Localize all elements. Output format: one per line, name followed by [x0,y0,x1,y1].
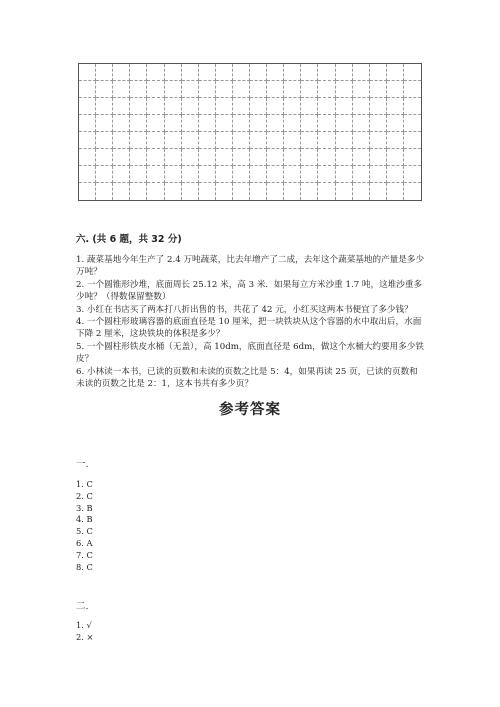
grid-cell [130,166,147,183]
grid-cell [336,132,353,149]
grid-cell [370,183,387,200]
grid-cell [199,183,216,200]
grid-cell [199,132,216,149]
grid-cell [387,115,404,132]
grid-cell [96,81,113,98]
grid-cell [96,115,113,132]
question-6: 6. 小林读一本书，已读的页数和未读的页数之比是 5：4，如果再读 25 页，已读的页数和未读的页数之比是 2：1，这本书共有多少页？ [76,366,418,390]
grid-cell [199,115,216,132]
grid-cell [284,183,301,200]
grid-cell [301,115,318,132]
grid-cell [387,81,404,98]
grid-cell [404,98,421,115]
grid-cell [370,81,387,98]
grid-cell [199,98,216,115]
grid-cell [250,81,267,98]
grid-cell [318,149,335,166]
grid-cell [130,81,147,98]
grid-cell [267,183,284,200]
grid-cell [216,81,233,98]
grid-cell [370,132,387,149]
grid-cell [147,166,164,183]
grid-cell [216,64,233,81]
grid-cell [336,115,353,132]
grid-cell [130,64,147,81]
grid-cell [96,132,113,149]
grid-cell [387,132,404,149]
grid-cell [318,132,335,149]
grid-cell [284,149,301,166]
grid-cell [387,166,404,183]
grid-cell [182,166,199,183]
grid-cell [182,149,199,166]
grid-cell [216,149,233,166]
grid-cell [250,132,267,149]
grid-cell [387,149,404,166]
grid-cell [267,149,284,166]
grid-cell [96,149,113,166]
grid-cell [250,64,267,81]
grid-cell [284,166,301,183]
grid-cell [336,98,353,115]
grid-cell [301,166,318,183]
grid-cell [404,166,421,183]
grid-cell [113,115,130,132]
answer-part-1-heading: 一. [76,459,89,470]
grid-cell [233,132,250,149]
grid-cell [165,183,182,200]
grid-cell [182,64,199,81]
grid-cell [147,149,164,166]
answer-item: 5. C [76,526,93,537]
grid-cell [404,183,421,200]
answer-part-1-list [76,479,93,573]
grid-cell [113,166,130,183]
grid-cell [267,166,284,183]
grid-cell [336,183,353,200]
grid-cell [165,64,182,81]
grid-cell [267,98,284,115]
grid-cell [79,115,96,132]
grid-cell [370,64,387,81]
grid-cell [267,81,284,98]
answer-item: 6. A [76,537,93,548]
grid-cell [79,166,96,183]
question-1: 1. 蔬菜基地今年生产了 2.4 万吨蔬菜，比去年增产了二成，去年这个蔬菜基地的产量是多少万吨？ [76,255,425,278]
grid-cell [113,149,130,166]
grid-cell [233,64,250,81]
grid-cell [165,98,182,115]
grid-cell [96,98,113,115]
grid-cell [216,132,233,149]
grid-cell [370,149,387,166]
grid-cell [182,132,199,149]
writing-grid [78,63,422,201]
answer-item: 4. B [76,514,93,525]
grid-cell [130,98,147,115]
grid-cell [233,166,250,183]
grid-cell [404,132,421,149]
grid-cell [250,115,267,132]
question-list [76,254,426,390]
grid-cell [336,166,353,183]
grid-cell [113,98,130,115]
grid-cell [387,98,404,115]
grid-cell [318,98,335,115]
grid-cell [113,81,130,98]
grid-cell [147,115,164,132]
grid-cell [216,183,233,200]
grid-cell [130,149,147,166]
grid-cell [318,81,335,98]
grid-cell [233,149,250,166]
grid-cell [301,98,318,115]
grid-cell [336,81,353,98]
grid-cell [79,98,96,115]
grid-cell [165,166,182,183]
answer-item: 7. C [76,549,93,560]
grid-cell [250,149,267,166]
grid-cell [318,64,335,81]
grid-cell [353,132,370,149]
grid-cell [130,183,147,200]
grid-cell [284,81,301,98]
grid-cell [96,183,113,200]
answer-item: 1. C [76,479,93,489]
grid-cell [182,115,199,132]
answer-part-2-heading: 二. [76,601,89,612]
grid-cell [147,81,164,98]
grid-cell [353,81,370,98]
grid-cell [113,183,130,200]
grid-cell [301,183,318,200]
grid-cell [147,132,164,149]
grid-cell [147,64,164,81]
answer-item: 3. B [76,502,93,513]
grid-cell [233,98,250,115]
grid-cell [370,98,387,115]
grid-cell [267,115,284,132]
grid-cell [404,64,421,81]
grid-cell [216,166,233,183]
grid-cell [79,64,96,81]
grid-cell [113,132,130,149]
grid-cell [130,132,147,149]
grid-cell [182,81,199,98]
grid-cell [404,149,421,166]
grid-cell [301,132,318,149]
grid-cell [199,149,216,166]
grid-cell [79,132,96,149]
grid-cell [318,166,335,183]
answer-part-2-list [76,620,94,644]
grid-cell [96,64,113,81]
grid-cell [96,166,113,183]
grid-cell [370,166,387,183]
grid-cell [318,183,335,200]
grid-cell [284,64,301,81]
grid-cell [250,166,267,183]
grid-cell [79,183,96,200]
grid-cell [353,115,370,132]
grid-cell [250,183,267,200]
grid-cell [301,149,318,166]
grid-cell [216,98,233,115]
grid-cell [199,64,216,81]
answer-key-title: 参考答案 [219,401,281,418]
section-six-heading: 六. (共 6 题，共 32 分) [76,234,182,245]
grid-cell [165,115,182,132]
grid-cell [387,64,404,81]
grid-cell [79,149,96,166]
grid-cell [165,149,182,166]
grid-cell [199,81,216,98]
grid-cell [130,115,147,132]
grid-cell [267,64,284,81]
grid-cell [216,115,233,132]
grid-cell [353,64,370,81]
grid-cell [79,81,96,98]
grid-cell [301,64,318,81]
answer-item: 1. √ [76,620,92,630]
grid-cell [404,81,421,98]
grid-cell [353,166,370,183]
grid-cell [233,183,250,200]
answer-item: 2. C [76,490,93,501]
question-4: 4. 一个圆柱形玻璃容器的底面直径是 10 厘米，把一块铁块从这个容器的水中取出后，水面下降 2 厘米，这块铁块的体积是多少？ [76,317,422,340]
grid-cell [267,132,284,149]
grid-cell [353,149,370,166]
grid-cell [233,115,250,132]
grid-cell [199,166,216,183]
grid-cell [250,98,267,115]
grid-cell [147,98,164,115]
grid-cell [113,64,130,81]
grid-cell [284,115,301,132]
question-3: 3. 小红在书店买了两本打八折出售的书，共花了 42 元，小红买这两本书便宜了多少钱？ [76,304,413,315]
grid-cell [336,64,353,81]
grid-cell [147,183,164,200]
grid-cell [165,81,182,98]
answer-item: 2. × [76,631,94,642]
grid-cell [165,132,182,149]
grid-cell [353,183,370,200]
grid-cell [370,115,387,132]
grid-cell [182,98,199,115]
grid-cell [336,149,353,166]
grid-cell [404,115,421,132]
grid-cell [301,81,318,98]
grid-cell [318,115,335,132]
grid-cell [353,98,370,115]
grid-cell [387,183,404,200]
grid-cell [284,132,301,149]
grid-cell [233,81,250,98]
question-2: 2. 一个圆锥形沙堆，底面周长 25.12 米，高 3 米．如果每立方米沙重 1.7 吨，这堆沙重多少吨？（得数保留整数） [76,279,423,303]
answer-item: 8. C [76,561,93,572]
question-5: 5. 一个圆柱形铁皮水桶（无盖），高 10dm，底面直径是 6dm，做这个水桶大约要用多少铁皮？ [76,341,424,365]
grid-cell [284,98,301,115]
grid-cell [182,183,199,200]
